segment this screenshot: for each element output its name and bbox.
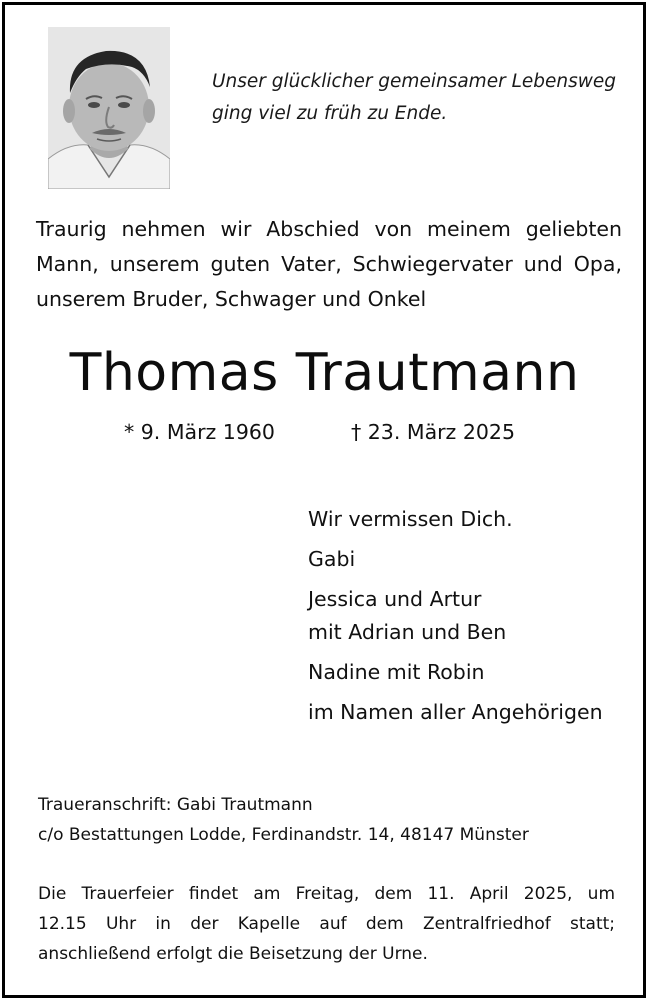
signature-line-5: Nadine mit Robin (308, 660, 485, 684)
quote-line-1: Unser glücklicher gemeinsamer Lebensweg (212, 71, 617, 92)
birth-date: * 9. März 1960 (124, 420, 275, 444)
address-line-2: c/o Bestattungen Lodde, Ferdinandstr. 14, 48147 Münster (38, 825, 529, 845)
ceremony-line-1: Die Trauerfeier findet am Freitag, dem 11. April 2025, um (38, 884, 615, 904)
signature-line-3: Jessica und Artur (308, 587, 482, 611)
quote-line-2: ging viel zu früh zu Ende. (212, 103, 448, 124)
deceased-name: Thomas Trautmann (69, 343, 580, 403)
address-line-1: Traueranschrift: Gabi Trautmann (38, 795, 313, 815)
portrait-photo (48, 27, 170, 189)
memorial-quote (212, 66, 632, 130)
intro-line-3: unserem Bruder, Schwager und Onkel (36, 287, 427, 311)
funeral-ceremony-info (38, 879, 615, 969)
intro-line-1: Traurig nehmen wir Abschied von meinem geliebten (36, 217, 622, 241)
farewell-intro (36, 212, 622, 317)
signature-line-6: im Namen aller Angehörigen (308, 700, 603, 724)
ceremony-line-2: 12.15 Uhr in der Kapelle auf dem Zentralfriedhof statt; (38, 914, 615, 934)
signature-line-1: Wir vermissen Dich. (308, 507, 513, 531)
mourning-address (38, 790, 628, 850)
intro-line-2: Mann, unserem guten Vater, Schwiegervater und Opa, (36, 252, 622, 276)
signature-line-2: Gabi (308, 547, 356, 571)
ceremony-line-3: anschließend erfolgt die Beisetzung der Urne. (38, 944, 428, 964)
portrait-image (48, 27, 170, 189)
signature-line-4: mit Adrian und Ben (308, 620, 507, 644)
mourners-signatures (308, 503, 628, 729)
death-date: † 23. März 2025 (351, 420, 516, 444)
